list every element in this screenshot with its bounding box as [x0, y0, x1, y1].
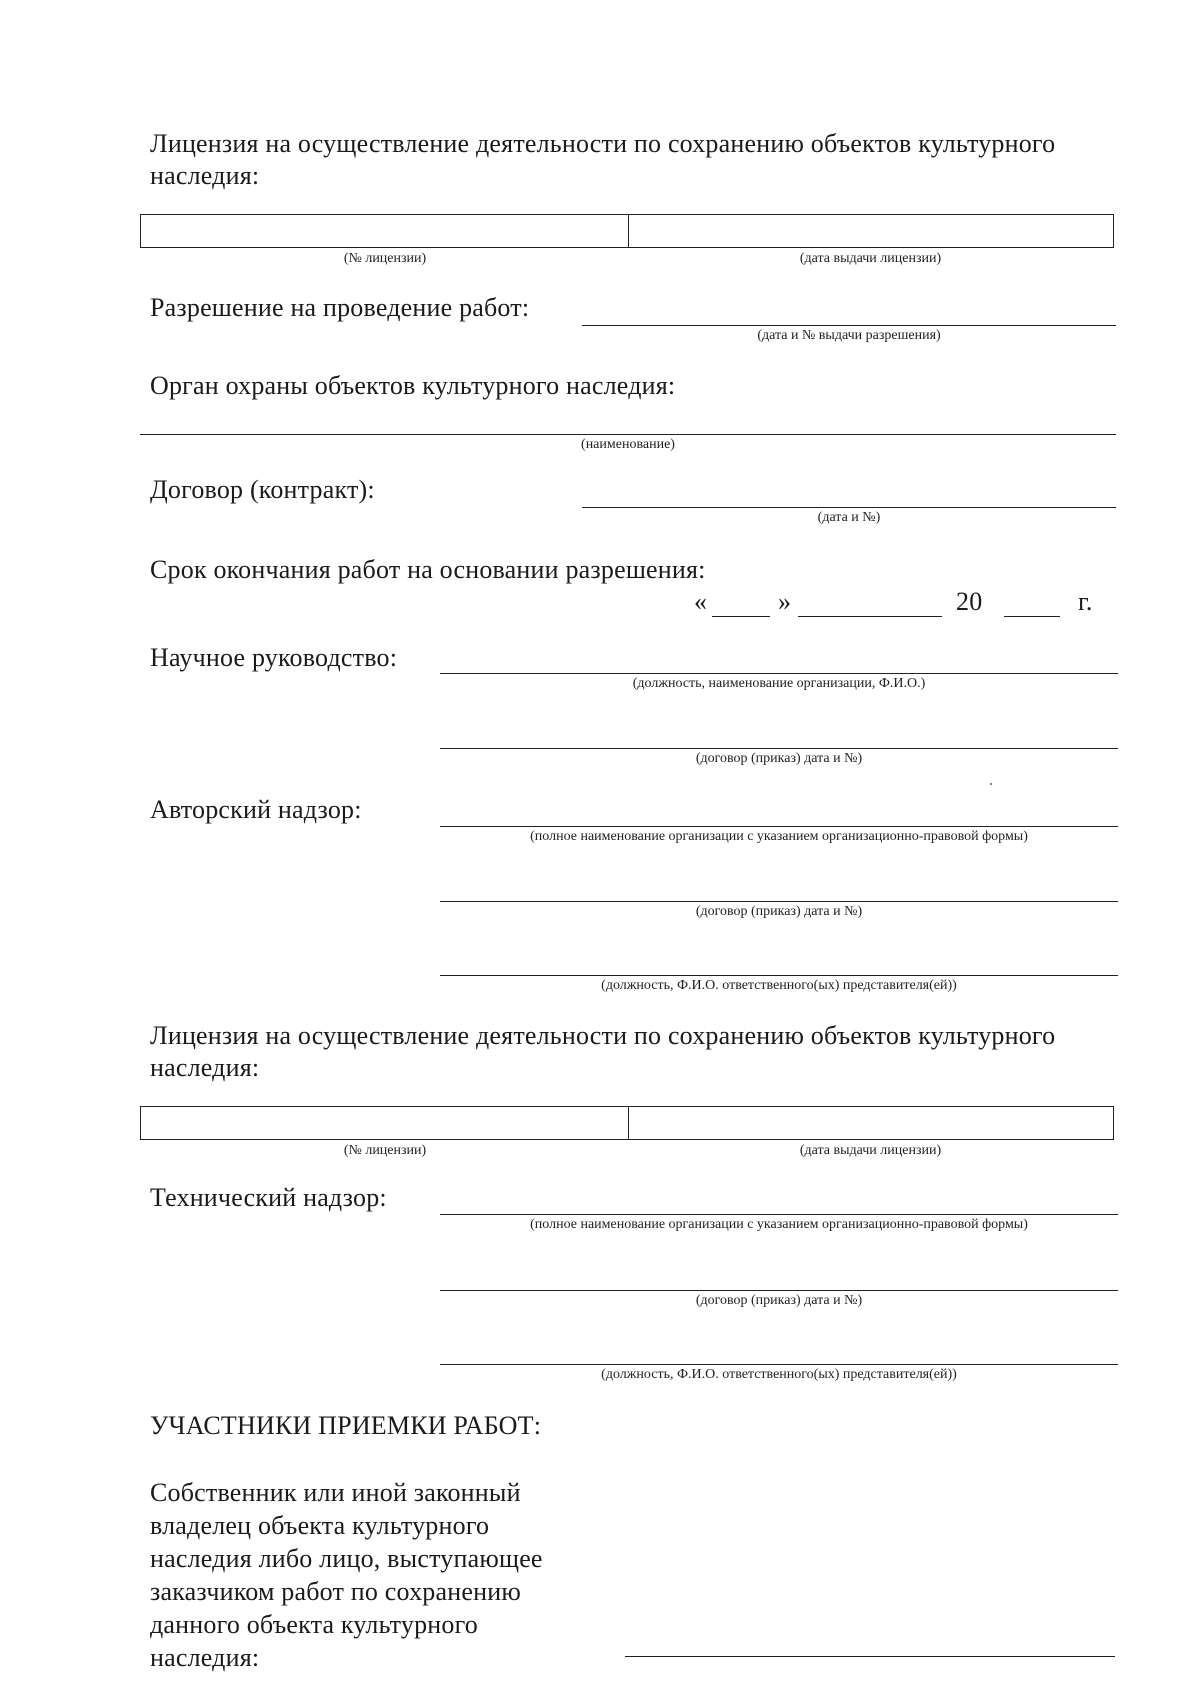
deadline-month-field[interactable]	[798, 616, 942, 617]
author-supervision-caption-1: (полное наименование организации с указанием организационно-правовой формы)	[530, 829, 1028, 844]
technical-supervision-field-3[interactable]	[440, 1364, 1118, 1365]
deadline-close-quote: »	[778, 587, 792, 616]
technical-supervision-field-2[interactable]	[440, 1290, 1118, 1291]
license-number-caption: (№ лицензии)	[343, 251, 427, 266]
scan-speck	[990, 783, 992, 785]
author-supervision-caption-3: (должность, Ф.И.О. ответственного(ых) представителя(ей))	[601, 978, 957, 993]
license-title-2: Лицензия на осуществление деятельности по сохранению объектов культурного наследия:	[150, 1021, 1056, 1082]
author-supervision-caption-2: (договор (приказ) дата и №)	[695, 904, 863, 919]
deadline-open-quote: «	[694, 587, 708, 616]
scientific-supervision-field-2[interactable]	[440, 748, 1118, 749]
contract-caption: (дата и №)	[817, 510, 881, 525]
deadline-year-prefix: 20	[956, 587, 983, 616]
deadline-day-field[interactable]	[712, 616, 770, 617]
owner-signature-field[interactable]	[625, 1656, 1115, 1657]
acceptance-heading: УЧАСТНИКИ ПРИЕМКИ РАБОТ:	[150, 1411, 542, 1440]
owner-label: Собственник или иной законный владелец объекта культурного наследия либо лицо, выступающее заказчиком работ по сохранению данного объекта культурного наследия:	[150, 1478, 543, 1672]
license-number-field-2[interactable]	[141, 1107, 628, 1139]
license-date-caption-2: (дата выдачи лицензии)	[799, 1143, 942, 1158]
technical-supervision-caption-1: (полное наименование организации с указанием организационно-правовой формы)	[530, 1217, 1028, 1232]
author-supervision-field-3[interactable]	[440, 975, 1118, 976]
license-date-field[interactable]	[628, 215, 1113, 247]
contract-field[interactable]	[582, 507, 1116, 508]
license-title: Лицензия на осуществление деятельности по сохранению объектов культурного наследия:	[150, 129, 1056, 190]
scientific-supervision-label: Научное руководство:	[150, 643, 398, 672]
deadline-year-suffix: г.	[1078, 587, 1093, 616]
license-number-caption-2: (№ лицензии)	[343, 1143, 427, 1158]
technical-supervision-caption-3: (должность, Ф.И.О. ответственного(ых) представителя(ей))	[601, 1367, 957, 1382]
contract-label: Договор (контракт):	[150, 475, 375, 504]
author-supervision-label: Авторский надзор:	[150, 795, 362, 824]
technical-supervision-label: Технический надзор:	[150, 1183, 387, 1212]
license-number-field[interactable]	[141, 215, 628, 247]
author-supervision-field-2[interactable]	[440, 901, 1118, 902]
license-date-caption: (дата выдачи лицензии)	[799, 251, 942, 266]
technical-supervision-caption-2: (договор (приказ) дата и №)	[695, 1293, 863, 1308]
protection-body-field[interactable]	[140, 434, 1116, 435]
protection-body-label: Орган охраны объектов культурного наследия:	[150, 371, 676, 400]
technical-supervision-field-1[interactable]	[440, 1214, 1118, 1215]
deadline-label: Срок окончания работ на основании разрешения:	[150, 555, 706, 584]
permit-caption: (дата и № выдачи разрешения)	[757, 328, 941, 343]
permit-field[interactable]	[582, 325, 1116, 326]
protection-body-caption: (наименование)	[581, 437, 675, 452]
license-date-field-2[interactable]	[628, 1107, 1113, 1139]
scientific-supervision-caption-2: (договор (приказ) дата и №)	[695, 751, 863, 766]
scientific-supervision-field-1[interactable]	[440, 673, 1118, 674]
deadline-year-field[interactable]	[1004, 616, 1060, 617]
license-fields-box-2	[140, 1106, 1114, 1140]
license-fields-box	[140, 214, 1114, 248]
author-supervision-field-1[interactable]	[440, 826, 1118, 827]
permit-label: Разрешение на проведение работ:	[150, 293, 530, 322]
scientific-supervision-caption-1: (должность, наименование организации, Ф.И.О.)	[632, 676, 926, 691]
